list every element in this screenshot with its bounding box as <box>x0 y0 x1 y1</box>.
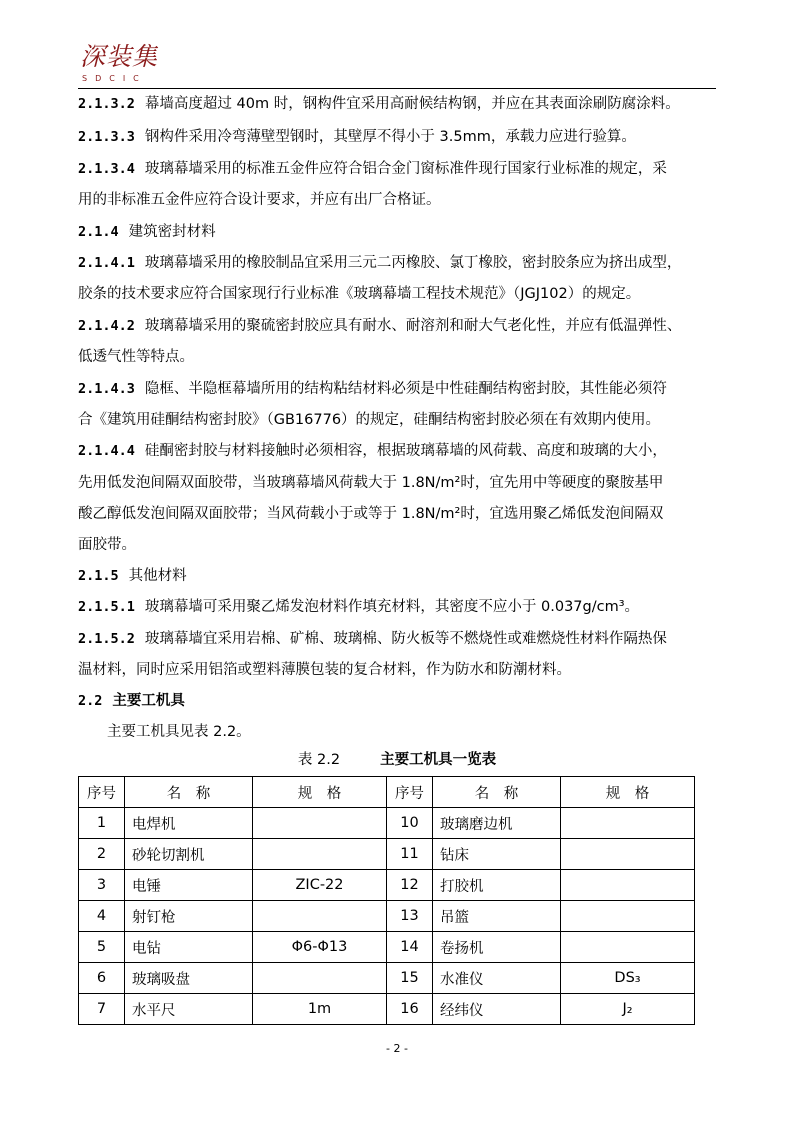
header-spec: 规 格 <box>253 777 387 808</box>
cell-spec <box>561 901 695 932</box>
paragraph-2-1-3-3: 2.1.3.3 钢构件采用冷弯薄壁型钢时，其壁厚不得小于 3.5mm，承载力应进行验算。 <box>78 129 636 145</box>
paragraph-2-1-4-2: 2.1.4.2 玻璃幕墙采用的聚硫密封胶应具有耐水、耐溶剂和耐大气老化性，并应有低温弹性、 <box>78 318 682 334</box>
paragraph-2-1-4-3-cont: 合《建筑用硅酮结构密封胶》（GB16776）的规定，硅酮结构密封胶必须在有效期内使用。 <box>78 412 661 428</box>
cell-name: 水平尺 <box>125 994 253 1025</box>
cell-no: 13 <box>387 901 433 932</box>
cell-spec: 1m <box>253 994 387 1025</box>
cell-spec: ZIC-22 <box>253 870 387 901</box>
cell-no: 14 <box>387 932 433 963</box>
cell-name: 玻璃磨边机 <box>433 808 561 839</box>
cell-spec <box>561 839 695 870</box>
cell-no: 2 <box>79 839 125 870</box>
cell-no: 5 <box>79 932 125 963</box>
table-title: 主要工机具一览表 <box>380 752 497 768</box>
paragraph-2-1-4-2-cont: 低透气性等特点。 <box>78 349 194 365</box>
cell-no: 6 <box>79 963 125 994</box>
cell-spec <box>253 808 387 839</box>
paragraph-2-1-4-4-cont-2: 酸乙醇低发泡间隔双面胶带；当风荷载小于或等于 1.8N/m²时，宜选用聚乙烯低发泡间隔双 <box>78 506 664 522</box>
cell-spec <box>253 963 387 994</box>
header-rule <box>78 88 716 89</box>
table-row <box>79 994 695 1025</box>
cell-name: 电锤 <box>125 870 253 901</box>
paragraph-2-1-4-3: 2.1.4.3 隐框、半隐框幕墙所用的结构粘结材料必须是中性硅酮结构密封胶，其性能必须符 <box>78 381 667 397</box>
heading-2-1-4: 2.1.4 建筑密封材料 <box>78 224 216 240</box>
cell-name: 砂轮切割机 <box>125 839 253 870</box>
paragraph-2-1-5-2-cont: 温材料，同时应采用铝箔或塑料薄膜包装的复合材料，作为防水和防潮材料。 <box>78 662 571 678</box>
cell-spec <box>561 808 695 839</box>
paragraph-2-1-3-4: 2.1.3.4 玻璃幕墙采用的标准五金件应符合铝合金门窗标准件现行国家行业标准的规定，采 <box>78 161 667 177</box>
cell-no: 16 <box>387 994 433 1025</box>
table-caption <box>0 750 794 770</box>
cell-name: 射钉枪 <box>125 901 253 932</box>
paragraph-2-1-5-1: 2.1.5.1 玻璃幕墙可采用聚乙烯发泡材料作填充材料，其密度不应小于 0.037g/cm³。 <box>78 599 640 615</box>
cell-no: 11 <box>387 839 433 870</box>
table-intro-text: 主要工机具见表 2.2。 <box>107 724 251 740</box>
cell-spec <box>561 932 695 963</box>
paragraph-2-1-4-4: 2.1.4.4 硅酮密封胶与材料接触时必须相容，根据玻璃幕墙的风荷载、高度和玻璃的大小， <box>78 443 667 459</box>
cell-spec: Φ6-Φ13 <box>253 932 387 963</box>
paragraph-2-1-3-4-cont: 用的非标准五金件应符合设计要求，并应有出厂合格证。 <box>78 192 441 208</box>
table-row <box>79 901 695 932</box>
page-number: - 2 - <box>386 1042 408 1055</box>
cell-spec <box>253 901 387 932</box>
paragraph-2-1-5-2: 2.1.5.2 玻璃幕墙宜采用岩棉、矿棉、玻璃棉、防火板等不燃烧性或难燃烧性材料作隔热保 <box>78 631 667 647</box>
cell-name: 钻床 <box>433 839 561 870</box>
cell-no: 12 <box>387 870 433 901</box>
cell-spec: DS₃ <box>561 963 695 994</box>
cell-name: 玻璃吸盘 <box>125 963 253 994</box>
paragraph-2-1-3-2: 2.1.3.2 幕墙高度超过 40m 时，钢构件宜采用高耐候结构钢，并应在其表面涂刷防腐涂料。 <box>78 96 680 112</box>
paragraph-2-1-4-1: 2.1.4.1 玻璃幕墙采用的橡胶制品宜采用三元二丙橡胶、氯丁橡胶，密封胶条应为挤出成型， <box>78 255 682 271</box>
cell-no: 10 <box>387 808 433 839</box>
table-row <box>79 808 695 839</box>
header-name: 名 称 <box>433 777 561 808</box>
cell-spec <box>253 839 387 870</box>
paragraph-2-1-4-1-cont: 胶条的技术要求应符合国家现行行业标准《玻璃幕墙工程技术规范》（JGJ102）的规定。 <box>78 286 641 302</box>
logo-subtext: SDCIC <box>82 74 147 83</box>
heading-2-1-5: 2.1.5 其他材料 <box>78 568 187 584</box>
cell-no: 3 <box>79 870 125 901</box>
cell-no: 15 <box>387 963 433 994</box>
header-name: 名 称 <box>125 777 253 808</box>
cell-name: 打胶机 <box>433 870 561 901</box>
cell-name: 电焊机 <box>125 808 253 839</box>
cell-no: 7 <box>79 994 125 1025</box>
cell-spec <box>561 870 695 901</box>
cell-no: 1 <box>79 808 125 839</box>
table-header-row <box>79 777 695 808</box>
table-row <box>79 963 695 994</box>
header-no: 序号 <box>79 777 125 808</box>
section-heading-2-2: 2.2 主要工机具 <box>78 693 185 709</box>
cell-name: 经纬仪 <box>433 994 561 1025</box>
cell-name: 吊篮 <box>433 901 561 932</box>
logo-text: 深装集 <box>80 42 159 71</box>
header-spec: 规 格 <box>561 777 695 808</box>
table-row <box>79 870 695 901</box>
paragraph-2-1-4-4-cont-1: 先用低发泡间隔双面胶带，当玻璃幕墙风荷载大于 1.8N/m²时，宜先用中等硬度的聚胺基甲 <box>78 475 664 491</box>
cell-spec: J₂ <box>561 994 695 1025</box>
header-no: 序号 <box>387 777 433 808</box>
cell-name: 电钻 <box>125 932 253 963</box>
cell-name: 卷扬机 <box>433 932 561 963</box>
cell-name: 水准仪 <box>433 963 561 994</box>
cell-no: 4 <box>79 901 125 932</box>
table-number: 表 2.2 <box>297 752 341 768</box>
table-row <box>79 839 695 870</box>
tools-table <box>78 776 695 1025</box>
company-logo <box>80 42 180 92</box>
table-row <box>79 932 695 963</box>
paragraph-2-1-4-4-cont-3: 面胶带。 <box>78 537 136 553</box>
